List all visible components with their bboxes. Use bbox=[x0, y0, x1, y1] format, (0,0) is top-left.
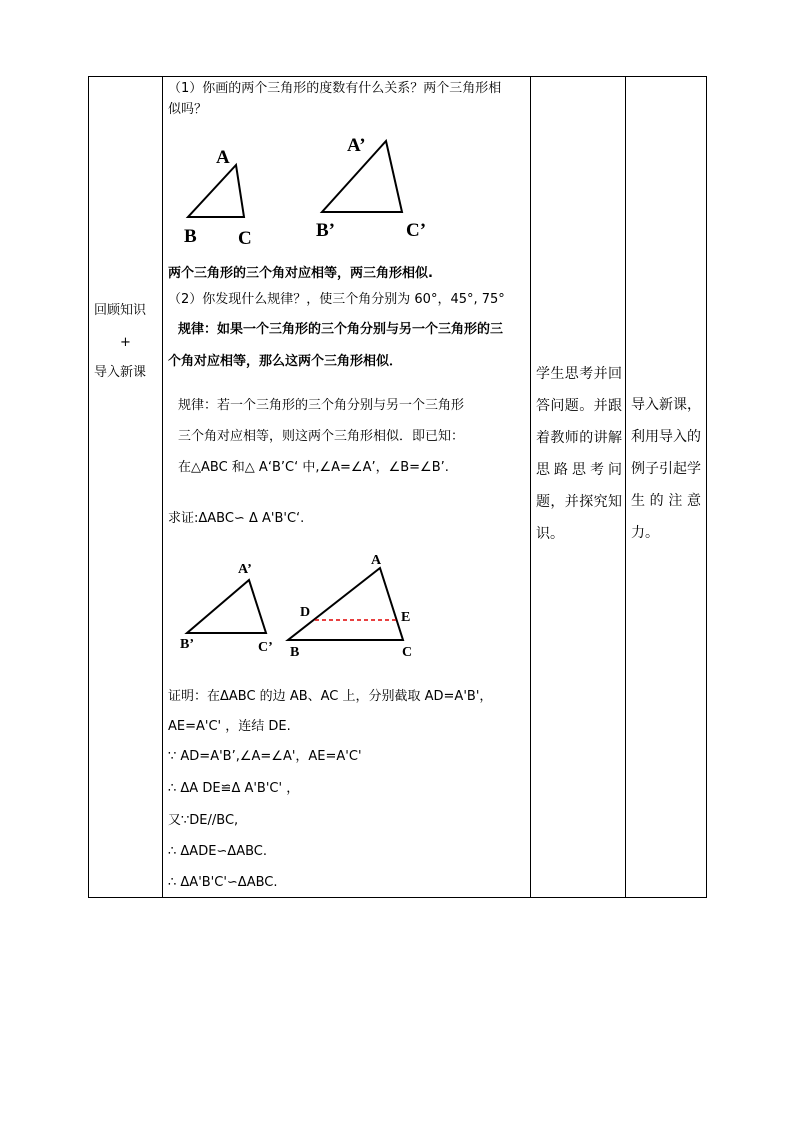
triangle-a2b2c2-fig2 bbox=[187, 580, 266, 633]
table-border-right bbox=[706, 76, 707, 898]
fig2-label-e: E bbox=[401, 610, 411, 625]
rule-line-2: 三个角对应相等，则这两个三角形相似．即已知： bbox=[178, 429, 465, 444]
label-b-prime: B’ bbox=[316, 220, 335, 241]
table-border-1 bbox=[162, 76, 163, 898]
label-c-prime: C’ bbox=[406, 220, 427, 241]
label-a-prime: A’ bbox=[347, 135, 366, 156]
table-border-3 bbox=[625, 76, 626, 898]
fig2-label-b-prime: B’ bbox=[180, 637, 194, 652]
section-title-2: 导入新课 bbox=[94, 365, 147, 380]
table-border-2 bbox=[530, 76, 531, 898]
student-activity: 学生思考并回答问题。并跟着教师的讲解思路思考问题，并探究知识。 bbox=[536, 366, 622, 542]
rule-line-3: 在△ABC 和△ A‘B’C‘ 中,∠A=∠A’，∠B=∠B’. bbox=[178, 460, 449, 475]
rule-line-1: 规律：若一个三角形的三个角分别与另一个三角形 bbox=[178, 398, 465, 413]
proof-line-6: ∴ ΔADE∽ΔABC. bbox=[168, 844, 267, 859]
proof-line-2: AE=A'C' ，连结 DE. bbox=[168, 719, 291, 734]
triangle-abc-fig2 bbox=[288, 568, 403, 640]
fig2-label-a-prime: A’ bbox=[238, 562, 252, 577]
label-c: C bbox=[238, 228, 252, 249]
conclusion: 两个三角形的三个角对应相等，两三角形相似. bbox=[168, 266, 433, 281]
fig2-label-d: D bbox=[300, 605, 311, 620]
question-1-line-2: 似吗？ bbox=[168, 102, 208, 117]
design-intent: 导入新课，利用导入的例子引起学生的注意力。 bbox=[631, 397, 701, 541]
question-1-line-1: （1）你画的两个三角形的度数有什么关系？两个三角形相 bbox=[168, 81, 502, 96]
fig2-label-b: B bbox=[290, 645, 300, 660]
triangle-abc bbox=[188, 165, 244, 217]
proof-line-3: ∵ AD=A'B’,∠A=∠A'，AE=A'C' bbox=[168, 749, 362, 764]
rule-bold-line-1: 规律：如果一个三角形的三个角分别与另一个三角形的三 bbox=[178, 322, 504, 337]
fig2-label-c: C bbox=[402, 645, 413, 660]
proof-line-5: 又∵DE//BC, bbox=[168, 813, 239, 828]
prove-statement: 求证:ΔABC∽ Δ A'B'C‘. bbox=[168, 511, 305, 526]
question-2: （2）你发现什么规律？，使三个角分别为 60°，45°, 75° bbox=[168, 292, 505, 307]
label-b: B bbox=[184, 226, 197, 247]
fig2-label-c-prime: C’ bbox=[258, 640, 273, 655]
proof-line-4: ∴ ΔA DE≌Δ A'B'C' ， bbox=[168, 781, 300, 796]
section-plus: + bbox=[120, 335, 131, 350]
label-a: A bbox=[216, 147, 230, 168]
table-border-left bbox=[88, 76, 89, 898]
fig2-label-a: A bbox=[371, 553, 382, 568]
rule-bold-line-2: 个角对应相等，那么这两个三角形相似． bbox=[168, 354, 403, 369]
proof-line-1: 证明：在ΔABC 的边 AB、AC 上，分别截取 AD=A'B'， bbox=[168, 689, 493, 704]
table-top-border bbox=[88, 76, 707, 77]
proof-line-7: ∴ ΔA'B'C'∽ΔABC. bbox=[168, 875, 278, 890]
section-title-1: 回顾知识 bbox=[94, 303, 147, 318]
table-bottom-border bbox=[88, 897, 707, 898]
